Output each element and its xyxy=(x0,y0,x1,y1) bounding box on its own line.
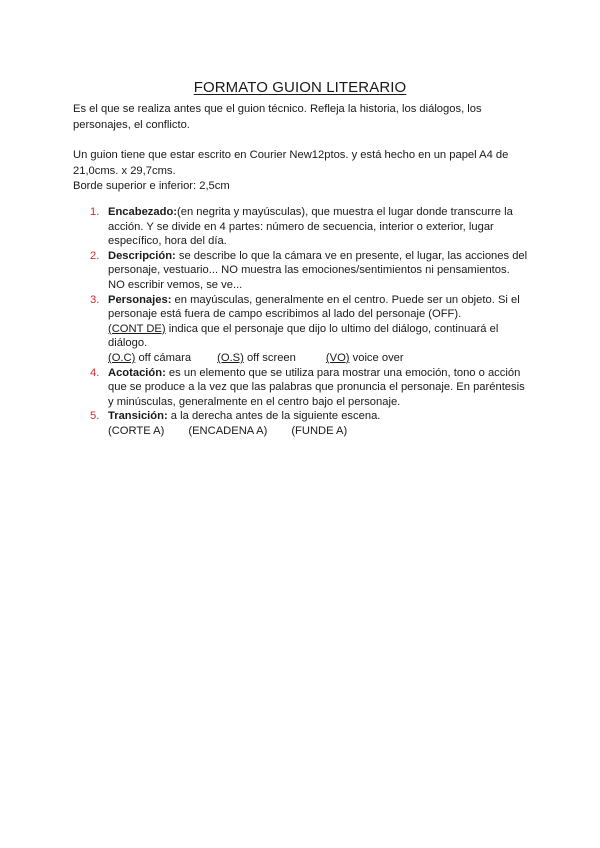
list-number: 2. xyxy=(90,249,100,262)
os-text: off screen xyxy=(243,351,296,364)
transition-types-row xyxy=(108,424,533,439)
item-text: acción. Y se divide en 4 partes: número de secuencia, interior o exterior, lugar xyxy=(108,220,494,233)
list-number: 4. xyxy=(90,366,100,379)
term-transicion: Transición: xyxy=(108,410,168,423)
list-item-personajes xyxy=(73,293,533,366)
oc-tag: (O.C) xyxy=(108,351,136,364)
term-acotacion: Acotación: xyxy=(108,366,166,379)
list-item-acotacion xyxy=(73,366,533,410)
transition-encadena: (ENCADENA A) xyxy=(188,424,268,437)
item-text: NO escribir vemos, se ve... xyxy=(108,278,243,291)
item-text: que se produce a la vez que las palabras que pronuncia el personaje. En paréntesis xyxy=(108,381,525,394)
term-encabezado: Encabezado: xyxy=(108,206,178,218)
format-line-2: 21,0cms. x 29,7cms. xyxy=(73,164,176,177)
list-item-descripcion xyxy=(73,249,533,293)
intro-paragraph xyxy=(73,102,533,133)
item-text: a la derecha antes de la siguiente escena. xyxy=(167,410,381,423)
page-title: FORMATO GUION LITERARIO xyxy=(193,79,407,96)
item-text: es un elemento que se utiliza para mostrar una emoción, tono o acción xyxy=(165,366,521,379)
list-item-encabezado xyxy=(73,205,533,249)
cont-de-tag: (CONT DE) xyxy=(108,322,166,335)
list-number: 1. xyxy=(90,206,100,218)
list-number: 5. xyxy=(90,410,100,423)
item-text: personaje está fuera de campo escribimos al lado del personaje (OFF). xyxy=(108,308,462,321)
item-text: (en negrita y mayúsculas), que muestra el lugar donde transcurre la xyxy=(177,206,513,218)
item-text: diálogo. xyxy=(108,337,148,350)
term-personajes: Personajes: xyxy=(108,293,172,306)
item-text: y minúsculas, generalmente en el centro bajo el personaje. xyxy=(108,395,401,408)
term-descripcion: Descripción: xyxy=(108,249,176,262)
transition-funde: (FUNDE A) xyxy=(291,424,348,437)
format-line-3: Borde superior e inferior: 2,5cm xyxy=(73,180,230,192)
cont-de-row xyxy=(108,322,533,337)
transition-corte: (CORTE A) xyxy=(108,424,165,437)
item-text: indica que el personaje que dijo lo ultimo del diálogo, continuará el xyxy=(165,322,499,335)
off-types-row xyxy=(108,351,533,366)
list-item-transicion xyxy=(73,409,533,438)
item-text: en mayúsculas, generalmente en el centro. Puede ser un objeto. Si el xyxy=(171,293,520,306)
list-number: 3. xyxy=(90,293,100,306)
vo-tag: (VO) xyxy=(325,351,350,364)
item-text: se describe lo que la cámara ve en presente, el lugar, las acciones del xyxy=(175,249,528,262)
element-list xyxy=(73,205,533,439)
format-line-1: Un guion tiene que estar escrito en Courier New12ptos. y está hecho en un papel A4 de xyxy=(73,149,509,161)
format-paragraph xyxy=(73,148,533,195)
item-text: específico, hora del día. xyxy=(108,235,227,248)
oc-text: off cámara xyxy=(135,351,192,364)
item-text: personaje, vestuario... NO muestra las emociones/sentimientos ni pensamientos. xyxy=(108,264,510,277)
intro-line-1: Es el que se realiza antes que el guion técnico. Refleja la historia, los diálogos, los xyxy=(73,103,482,115)
os-tag: (O.S) xyxy=(217,351,244,364)
intro-line-2: personajes, el conflicto. xyxy=(73,118,190,131)
vo-text: voice over xyxy=(349,351,404,364)
